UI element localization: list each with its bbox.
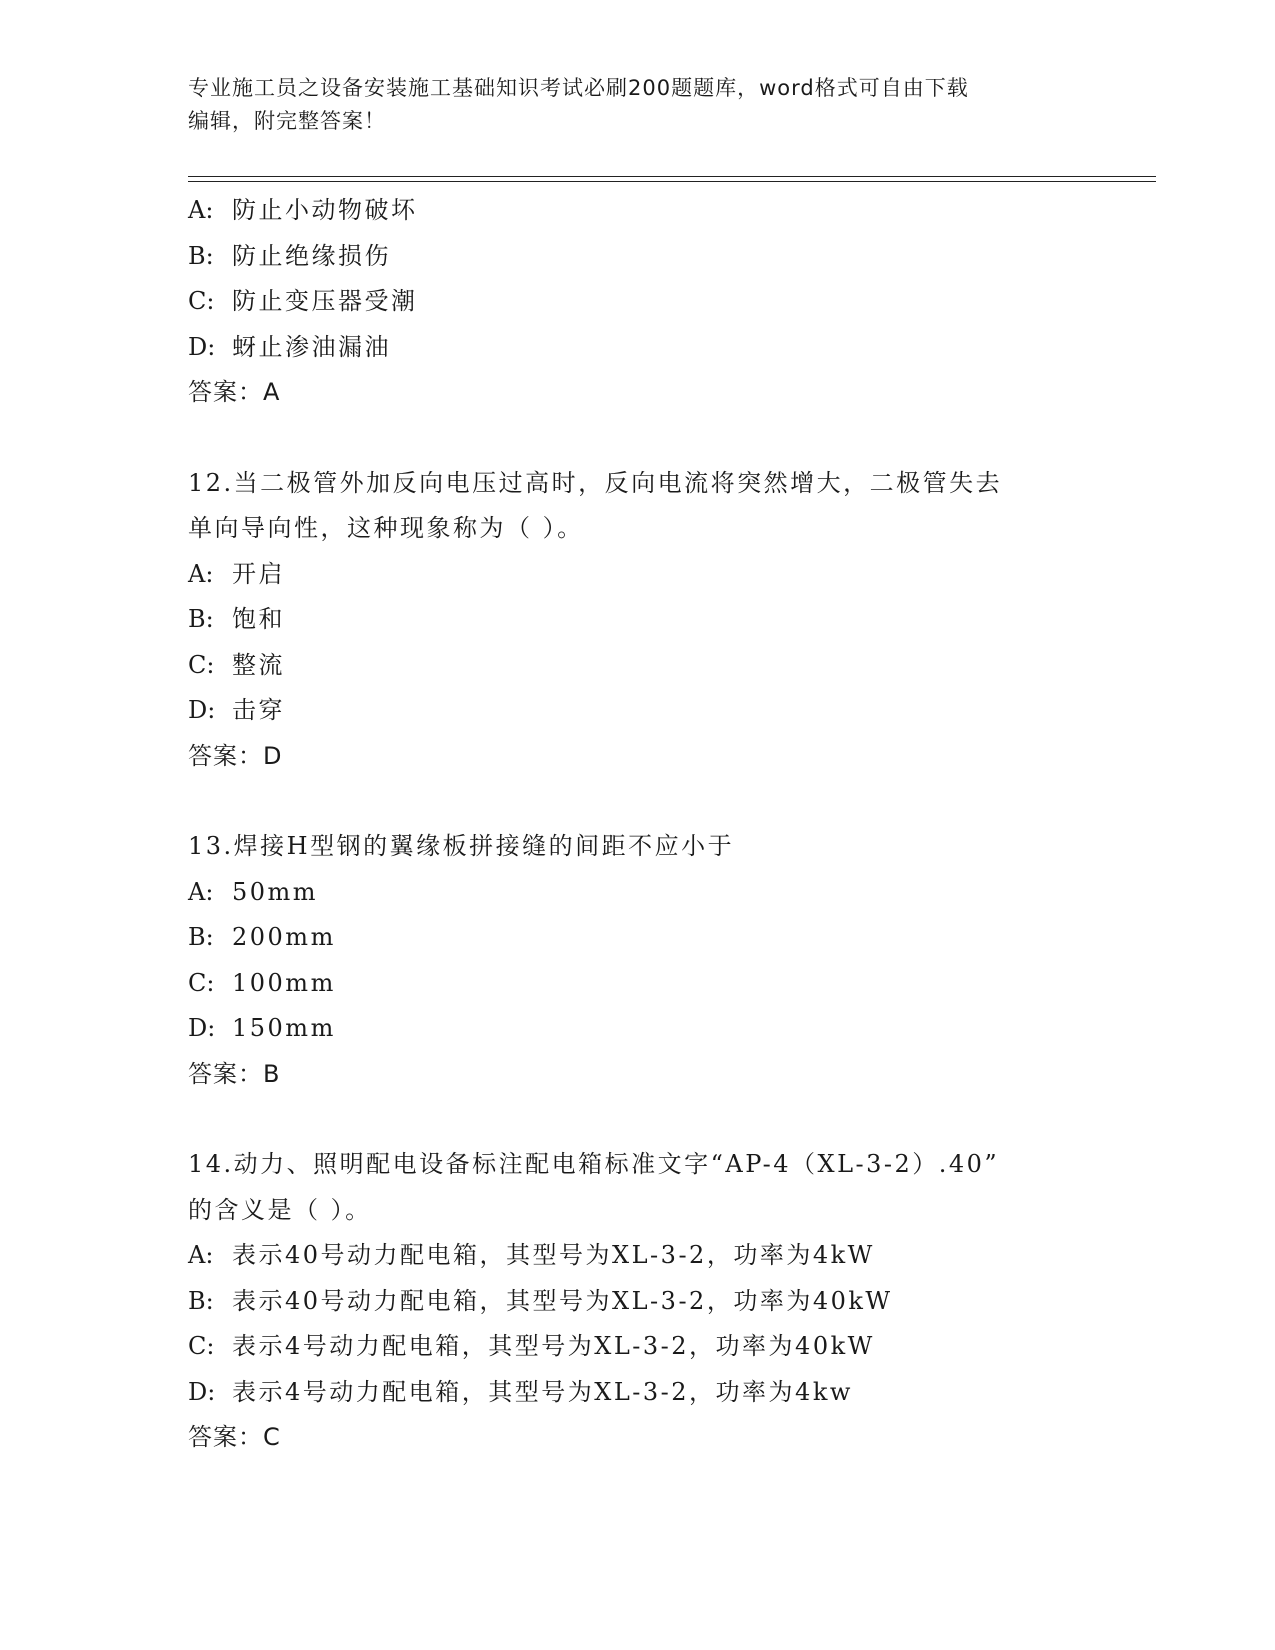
option-text: 防止变压器受潮 (232, 287, 418, 315)
answer-value: A (263, 378, 281, 406)
answer-label: 答案： (188, 741, 263, 770)
option-letter: B: (188, 1286, 214, 1315)
option-letter: B: (188, 241, 214, 270)
option-text: 开启 (232, 559, 285, 588)
option-letter: C: (188, 287, 215, 315)
option-c (188, 961, 1088, 1007)
option-text: 蚜止渗油漏油 (232, 332, 391, 361)
option-text: 表示4号动力配电箱，其型号为XL-3-2，功率为40kW (232, 1332, 875, 1360)
option-letter: A: (188, 1241, 214, 1269)
option-c (188, 279, 1088, 325)
option-text: 饱和 (232, 605, 285, 633)
question-12 (188, 461, 1088, 780)
option-letter: A: (188, 877, 214, 906)
option-d (188, 325, 1088, 371)
answer-label: 答案： (188, 378, 263, 406)
answer-line (188, 370, 1088, 416)
spacer (188, 779, 1088, 824)
option-text: 击穿 (232, 696, 285, 724)
option-b (188, 915, 1088, 961)
header-line-2: 编辑，附完整答案！ (188, 109, 386, 133)
header-line-1: 专业施工员之设备安装施工基础知识考试必刷200题题库，word格式可自由下载 (188, 76, 969, 100)
option-a (188, 1233, 1088, 1279)
option-text: 整流 (232, 650, 285, 679)
option-letter: B: (188, 605, 214, 633)
option-text: 表示40号动力配电箱，其型号为XL-3-2，功率为4kW (232, 1241, 875, 1269)
option-text: 200mm (232, 923, 336, 951)
question-stem-continued: 单向导向性，这种现象称为（ ）。 (188, 514, 584, 542)
option-text: 100mm (232, 968, 336, 997)
answer-line (188, 734, 1088, 780)
question-stem: 13.焊接H型钢的翼缘板拼接缝的间距不应小于 (188, 832, 735, 860)
spacer (188, 416, 1088, 461)
answer-label: 答案： (188, 1059, 263, 1088)
option-d (188, 1370, 1088, 1416)
option-text: 防止小动物破坏 (232, 196, 418, 224)
option-a (188, 870, 1088, 916)
option-b (188, 597, 1088, 643)
option-b (188, 234, 1088, 280)
answer-value: C (263, 1423, 281, 1451)
option-d (188, 1006, 1088, 1052)
option-text: 防止绝缘损伤 (232, 241, 391, 270)
option-letter: C: (188, 650, 215, 679)
option-text: 表示40号动力配电箱，其型号为XL-3-2，功率为40kW (232, 1286, 893, 1315)
option-letter: D: (188, 1014, 216, 1042)
document-header (188, 72, 1068, 138)
option-c (188, 1324, 1088, 1370)
option-letter: B: (188, 923, 214, 951)
option-b (188, 1279, 1088, 1325)
answer-line (188, 1052, 1088, 1098)
question-11 (188, 188, 1088, 416)
option-letter: A: (188, 196, 214, 224)
option-letter: C: (188, 968, 215, 997)
option-letter: D: (188, 1377, 216, 1406)
option-a (188, 188, 1088, 234)
option-c (188, 643, 1088, 689)
header-rule-top (188, 176, 1156, 177)
question-13 (188, 824, 1088, 1097)
option-text: 表示4号动力配电箱，其型号为XL-3-2，功率为4kw (232, 1377, 853, 1406)
header-rule-bottom (188, 181, 1156, 182)
answer-value: B (263, 1059, 281, 1088)
option-letter: D: (188, 696, 216, 724)
option-a (188, 552, 1088, 598)
option-text: 50mm (232, 877, 319, 906)
option-text: 150mm (232, 1014, 336, 1042)
option-letter: C: (188, 1332, 215, 1360)
question-14 (188, 1142, 1088, 1461)
question-stem: 12.当二极管外加反向电压过高时，反向电流将突然增大，二极管失去 (188, 468, 1003, 497)
question-stem: 14.动力、照明配电设备标注配电箱标准文字“AP-4（XL-3-2）.40” (188, 1150, 1000, 1178)
answer-line (188, 1415, 1088, 1461)
option-letter: A: (188, 559, 214, 588)
spacer (188, 1097, 1088, 1142)
answer-value: D (263, 741, 283, 770)
question-list (188, 188, 1088, 1461)
question-stem-continued: 的含义是（ ）。 (188, 1195, 372, 1224)
answer-label: 答案： (188, 1423, 263, 1451)
option-letter: D: (188, 332, 216, 361)
option-d (188, 688, 1088, 734)
